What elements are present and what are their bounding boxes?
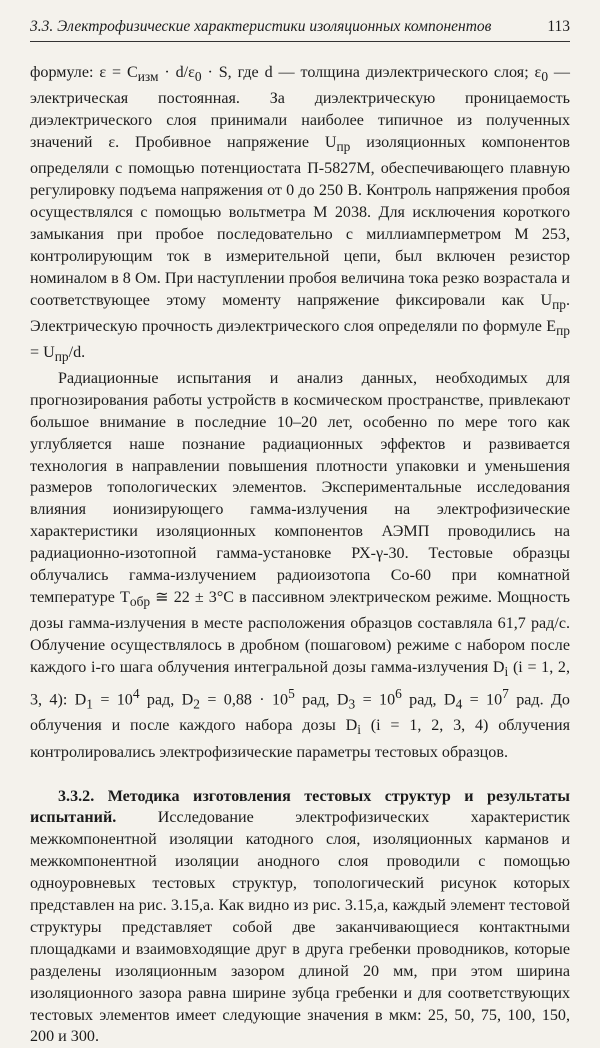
running-title: 3.3. Электрофизические характеристики изоляционных компонентов [30, 18, 492, 35]
section-heading: 3.3.2. Методика изготовления тестовых структур и результаты испытаний. [30, 787, 570, 827]
paragraph-breakdown-voltage: формуле: $\varepsilon = C_{изм} \cdot d/\varepsilon_0 \cdot S$, где d — толщина диэлектрического слоя; $\varepsilon_0$ — электрическая постоянная. За диэлектрическую проницаемость диэлектрического слоя принимали наиболее типичное из полученных значений ε. Пробивное напряжение $U_{пр}$ изоляционных компонентов определяли с помощью потенциостата П-5827М, обеспечивающего плавную регулировку подъема напряжения от 0 до 250 В. Контроль напряжения пробоя осуществлялся с помощью вольтметра М 2038. Для исключения короткого замыкания при пробое последовательно с миллиамперметром М 253, контролирующим ток в измерительной цепи, был включен резистор номиналом в 8 Ом. При наступлении пробоя величина тока резко возрастала и соответствующее этому моменту напряжение фиксировали как $U_{пр}$. Электрическую прочность диэлектрического слоя определяли по формуле $E_{пр} = U_{пр}/d$. [30, 64, 571, 364]
section-text: Исследование электрофизических характеристик межкомпонентной изоляции катодного слоя, изоляционных карманов и межкомпонентной изоляции анодного слоя проводили с помощью одноуровневых тестовых структур, топологический рисунок которых представлен на рис. 3.15,а. Как видно из рис. 3.15,а, каждый элемент тестовой структуры представляет собой две заканчивающиеся контактными площадками и взаимовходящие друг в друга гребенки проводников, которые разделены изоляционным зазором длиной 20 мм, при этом ширина изоляционного зазора равна ширине зубца гребенки и для соответствующих тестовых элементов имеет следующие значения в мкм: 25, 50, 75, 100, 150, 200 и 300. [30, 809, 570, 1046]
page-number: 113 [547, 18, 570, 35]
paragraph-radiation-tests: Радиационные испытания и анализ данных, необходимых для прогнозирования работы устройств в космическом пространстве, привлекают большое внимание в последние 10–20 лет, особенно по мере того как углубляется наше познание радиационных эффектов и развивается технология в направлении повышения плотности упаковки и уменьшения размеров топологических элементов. Экспериментальные исследования влияния ионизирующего гамма-излучения на электрофизические характеристики изоляционных компонентов АЭМП проводились на радиационно-изотопной гамма-установке РХ-γ-30. Тестовые образцы облучались гамма-излучением радиоизотопа Co-60 при комнатной температуре $T_{обр}$ ≅ 22 ± 3°C в пассивном электрическом режиме. Мощность дозы гамма-излучения в месте расположения образцов составляла 61,7 рад/с. Облучение осуществлялось в дробном (пошаговом) режиме с набором после каждого i-го шага облучения интегральной дозы гамма-излучения $D_i$ (i = 1, 2, 3, 4): $D_1 = 10^4$ рад, $D_2 = 0,88 \cdot 10^5$ рад, $D_3 = 10^6$ рад, $D_4 = 10^7$ рад. До облучения и после каждого набора дозы $D_i$ (i = 1, 2, 3, 4) облучения контролировались электрофизические параметры тестовых образцов. [30, 369, 570, 761]
running-header [30, 18, 570, 42]
page-body [30, 62, 570, 1048]
section-3-3-2 [30, 786, 570, 1048]
